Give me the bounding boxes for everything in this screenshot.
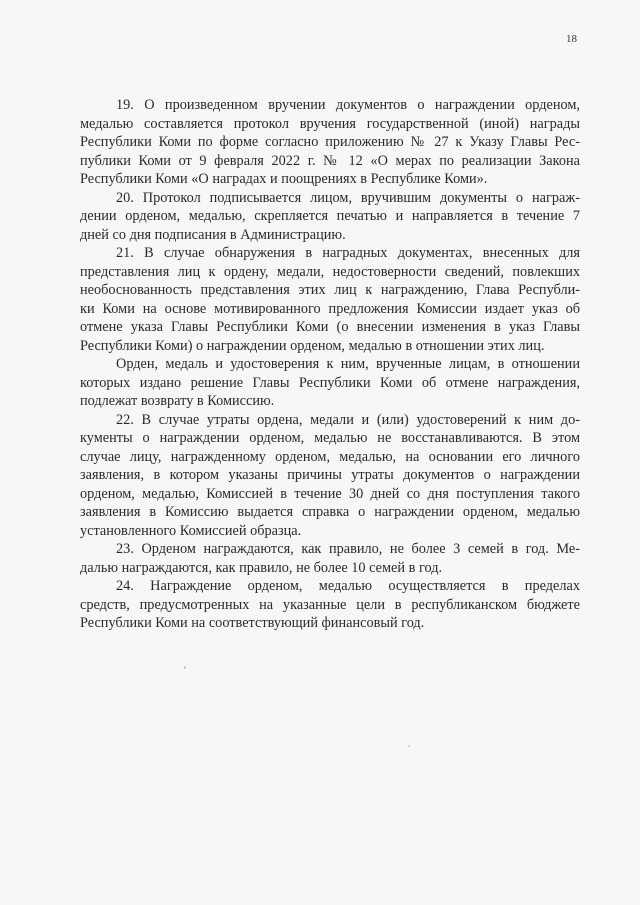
text-line: средств, предусмотренных на указанные цели в республиканском бюджете bbox=[80, 596, 580, 613]
text-line: дней со дня подписания в Администрацию. bbox=[80, 226, 346, 243]
text-line: 24. Награждение орденом, медалью осуществляется в пределах bbox=[116, 578, 580, 594]
text-line: Республики Коми по форме согласно приложению № 27 к Указу Главы Рес- bbox=[80, 134, 580, 150]
text-line: заявления, в котором указаны причины утраты документов о награждении bbox=[80, 467, 580, 483]
text-line: Республики Коми) о награждении орденом, медалью в отношении этих лиц. bbox=[80, 337, 545, 354]
text-line: медалью составляется протокол вручения государственной (иной) награды bbox=[80, 115, 580, 132]
text-line: установленного Комиссией образца. bbox=[80, 522, 302, 539]
scan-speck bbox=[408, 745, 410, 747]
text-line: орденом, медалью, Комиссией в течение 30 дней со дня поступления такого bbox=[80, 485, 580, 502]
paragraph bbox=[80, 577, 580, 633]
text-line: подлежат возврату в Комиссию. bbox=[80, 393, 275, 409]
text-line: 23. Орденом награждаются, как правило, не более 3 семей в год. Ме- bbox=[116, 541, 580, 557]
text-line: дении орденом, медалью, скрепляется печатью и направляется в течение 7 bbox=[80, 208, 580, 224]
paragraph bbox=[80, 96, 580, 189]
paragraph bbox=[80, 411, 580, 541]
text-line: 21. В случае обнаружения в наградных документах, внесенных для bbox=[116, 245, 580, 261]
text-line: далью награждаются, как правило, не более 10 семей в год. bbox=[80, 559, 443, 576]
text-line: Орден, медаль и удостоверения к ним, врученные лицам, в отношении bbox=[116, 356, 580, 372]
text-line: необоснованность представления этих лиц к награждению, Глава Республи- bbox=[80, 282, 580, 298]
paragraph bbox=[80, 355, 580, 411]
text-line: Республики Коми «О наградах и поощрениях в Республике Коми». bbox=[80, 171, 488, 187]
text-line: ки Коми на основе мотивированного предложения Комиссии издает указ об bbox=[80, 300, 580, 317]
text-line: кументы о награждении орденом, медалью не восстанавливаются. В этом bbox=[80, 430, 580, 446]
text-line: публики Коми от 9 февраля 2022 г. № 12 «О мерах по реализации Закона bbox=[80, 152, 580, 169]
document-body bbox=[80, 96, 580, 633]
text-line: отмене указа Главы Республики Коми (о внесении изменения в указ Главы bbox=[80, 319, 580, 335]
paragraph bbox=[80, 540, 580, 577]
text-line: случае лицу, награжденному орденом, медалью, на основании его личного bbox=[80, 448, 580, 465]
paragraph bbox=[80, 189, 580, 245]
text-line: 22. В случае утраты ордена, медали и (или) удостоверений к ним до- bbox=[116, 411, 580, 428]
text-line: которых издано решение Главы Республики Коми об отмене награждения, bbox=[80, 374, 580, 391]
scan-speck bbox=[184, 666, 186, 669]
text-line: заявления в Комиссию выдается справка о награждении орденом, медалью bbox=[80, 504, 580, 520]
page-number: 18 bbox=[566, 33, 577, 45]
text-line: представления лиц к ордену, медали, недостоверности сведений, повлекших bbox=[80, 263, 580, 280]
text-line: 19. О произведенном вручении документов о награждении орденом, bbox=[116, 97, 580, 113]
text-line: Республики Коми на соответствующий финансовый год. bbox=[80, 615, 425, 631]
text-line: 20. Протокол подписывается лицом, вручившим документы о награж- bbox=[116, 189, 580, 206]
paragraph bbox=[80, 244, 580, 355]
